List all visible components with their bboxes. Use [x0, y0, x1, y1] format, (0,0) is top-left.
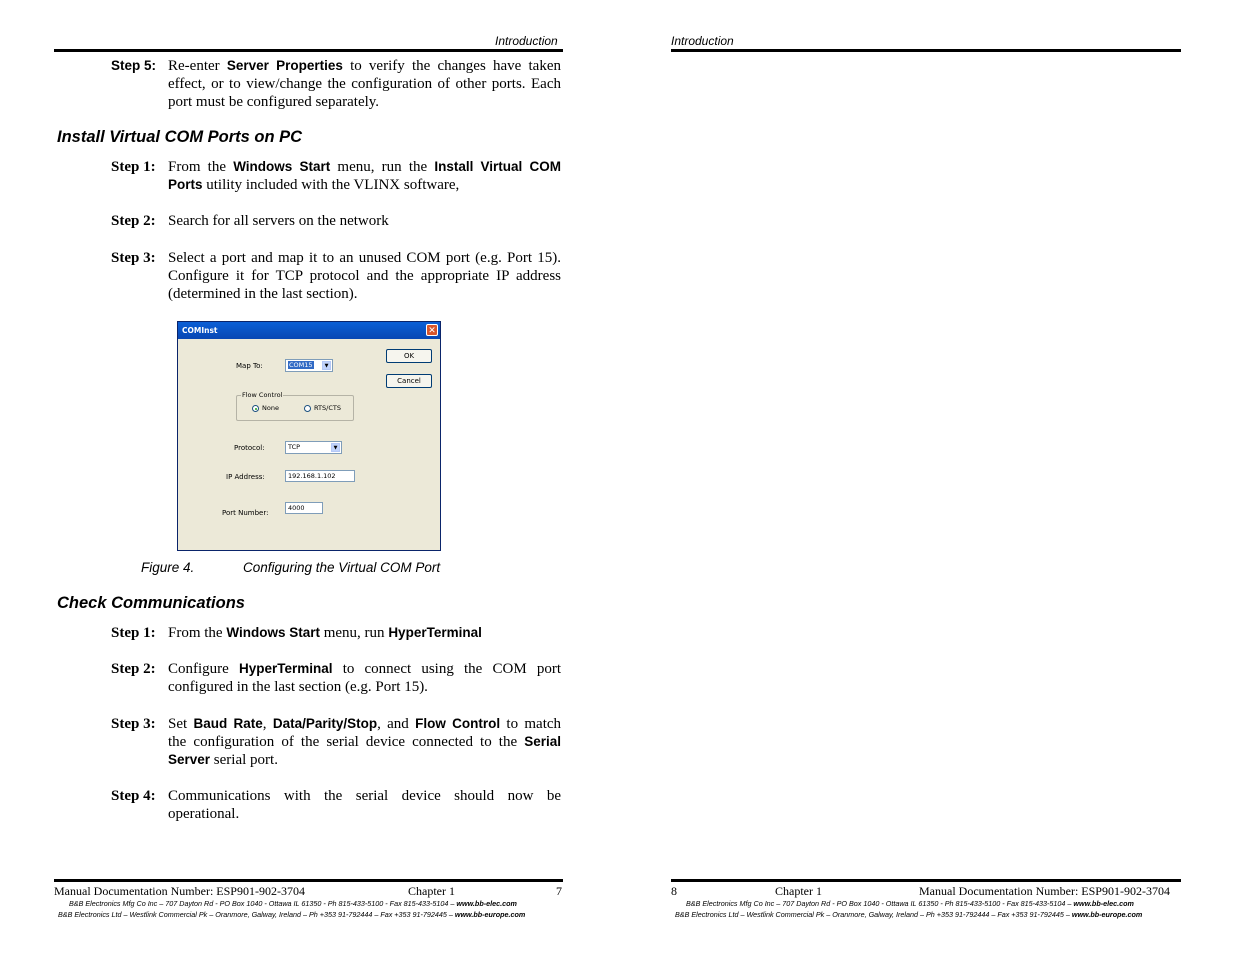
step-text: Communications with the serial device should now be operational. [168, 788, 561, 822]
step-text [168, 660, 561, 696]
right-page [617, 0, 1235, 954]
port-number-field[interactable]: 4000 [285, 502, 323, 514]
text-run: menu, run [319, 625, 389, 641]
cominst-dialog [177, 321, 441, 551]
flow-control-label: Flow Control [242, 391, 283, 399]
radio-none[interactable] [252, 405, 259, 412]
radio-rtscts-label: RTS/CTS [314, 404, 341, 412]
chevron-down-icon[interactable]: ▼ [331, 443, 340, 452]
step-text [168, 624, 561, 642]
protocol-label: Protocol: [234, 444, 265, 452]
text-run: , and [377, 716, 416, 732]
selected-value: TCP [288, 443, 301, 451]
step-5 [111, 57, 561, 111]
section-title-check: Check Communications [57, 594, 245, 612]
text-run: Re-enter [168, 58, 227, 74]
bold-term: Flow Control [415, 716, 501, 731]
check-step-3 [111, 715, 561, 769]
text-run: to match the configuration of the serial device connected to the [168, 716, 562, 750]
bold-term: Install Virtual COM Ports [168, 159, 561, 192]
chapter-label: Chapter 1 [775, 884, 822, 898]
address-text: B&B Electronics Mfg Co Inc – 707 Dayton Rd - PO Box 1040 - Ottawa IL 61350 - Ph 815-433-5100 - Fax 815-433-5104 – [686, 899, 1074, 908]
step-label: Step 3: [111, 716, 156, 732]
step-label: Step 3: [111, 250, 156, 266]
dialog-body [180, 339, 438, 548]
address-text: B&B Electronics Mfg Co Inc – 707 Dayton Rd - PO Box 1040 - Ottawa IL 61350 - Ph 815-433-5100 - Fax 815-433-5104 – [69, 899, 457, 908]
step-label: Step 1: [111, 625, 156, 641]
close-icon[interactable]: ✕ [426, 324, 438, 336]
bold-term: Serial Server [168, 734, 561, 767]
website-link[interactable]: www.bb-elec.com [1073, 899, 1134, 908]
text-run: menu, run the [330, 159, 435, 175]
page-number: 8 [671, 884, 677, 898]
footer-rule [54, 879, 563, 882]
text-run: Set [168, 716, 194, 732]
bold-term: Windows Start [226, 625, 320, 640]
section-title-install: Install Virtual COM Ports on PC [57, 128, 303, 146]
footer-address-us [69, 899, 517, 908]
doc-number: Manual Documentation Number: ESP901-902-3704 [919, 884, 1170, 898]
text-run: From the [168, 159, 234, 175]
ip-address-label: IP Address: [226, 473, 265, 481]
running-header: Introduction [671, 34, 734, 48]
footer-address-us [686, 899, 1134, 908]
footer-address-eu [675, 910, 1142, 919]
step-label: Step 1: [111, 159, 156, 175]
text-run: utility included with the VLINX software, [202, 177, 460, 193]
step-label: Step 5: [111, 58, 157, 73]
text-run: to connect using the COM port configured in the last section (e.g. Port 15). [168, 661, 561, 695]
page-number: 7 [556, 884, 562, 898]
footer-address-eu [58, 910, 525, 919]
website-link[interactable]: www.bb-europe.com [1071, 910, 1143, 919]
check-step-1 [111, 624, 561, 642]
text-run: to verify the changes have taken effect, or to view/change the configuration of other ports. Each port must be configured separately. [168, 58, 561, 110]
dialog-title: COMInst [182, 326, 218, 335]
install-step-3 [111, 249, 561, 303]
bold-term: Server Properties [226, 58, 343, 73]
website-link[interactable]: www.bb-europe.com [454, 910, 526, 919]
figure-label: Figure 4. [141, 560, 195, 575]
map-to-select[interactable] [285, 359, 333, 372]
check-step-2 [111, 660, 561, 696]
selected-value: COM15 [289, 361, 313, 369]
map-to-label: Map To: [236, 362, 263, 370]
doc-number: Manual Documentation Number: ESP901-902-3704 [54, 884, 305, 898]
step-label: Step 2: [111, 661, 156, 677]
radio-rtscts[interactable] [304, 405, 311, 412]
install-step-2 [111, 212, 561, 230]
website-link[interactable]: www.bb-elec.com [456, 899, 517, 908]
flow-control-group [236, 391, 354, 421]
protocol-select[interactable] [285, 441, 342, 454]
text-run: serial port. [210, 752, 278, 768]
text-run: From the [168, 625, 227, 641]
figure-caption: Configuring the Virtual COM Port [243, 560, 441, 575]
text-run: Configure [168, 661, 239, 677]
install-step-1 [111, 158, 561, 194]
footer-rule [671, 879, 1181, 882]
running-header: Introduction [495, 34, 558, 48]
bold-term: HyperTerminal [388, 625, 482, 640]
check-step-4 [111, 787, 561, 823]
bold-term: Baud Rate [193, 716, 263, 731]
step-label: Step 4: [111, 788, 156, 804]
bold-term: HyperTerminal [239, 661, 333, 676]
bold-term: Windows Start [233, 159, 331, 174]
step-text [168, 57, 561, 111]
step-label: Step 2: [111, 213, 156, 229]
step-text: Select a port and map it to an unused COM port (e.g. Port 15). Configure it for TCP protocol and the appropriate IP address (determined in the last section). [168, 250, 561, 302]
header-rule [671, 49, 1181, 52]
port-number-label: Port Number: [222, 509, 269, 517]
ip-address-field[interactable]: 192.168.1.102 [285, 470, 355, 482]
step-text [168, 715, 561, 769]
bold-term: Data/Parity/Stop [272, 716, 378, 731]
address-text: B&B Electronics Ltd – Westlink Commercial Pk – Oranmore, Galway, Ireland – Ph +353 91-792444 – Fax +353 91-792445 – [675, 910, 1072, 919]
radio-none-label: None [262, 404, 279, 412]
text-run: , [262, 716, 273, 732]
left-page [0, 0, 617, 954]
cancel-button[interactable]: Cancel [386, 374, 432, 388]
chapter-label: Chapter 1 [408, 884, 455, 898]
header-rule [54, 49, 563, 52]
chevron-down-icon[interactable]: ▼ [322, 361, 331, 370]
step-text [168, 158, 561, 194]
ok-button[interactable]: OK [386, 349, 432, 363]
address-text: B&B Electronics Ltd – Westlink Commercial Pk – Oranmore, Galway, Ireland – Ph +353 91-792444 – Fax +353 91-792445 – [58, 910, 455, 919]
step-text: Search for all servers on the network [168, 213, 389, 229]
dialog-title-bar[interactable] [178, 322, 440, 339]
